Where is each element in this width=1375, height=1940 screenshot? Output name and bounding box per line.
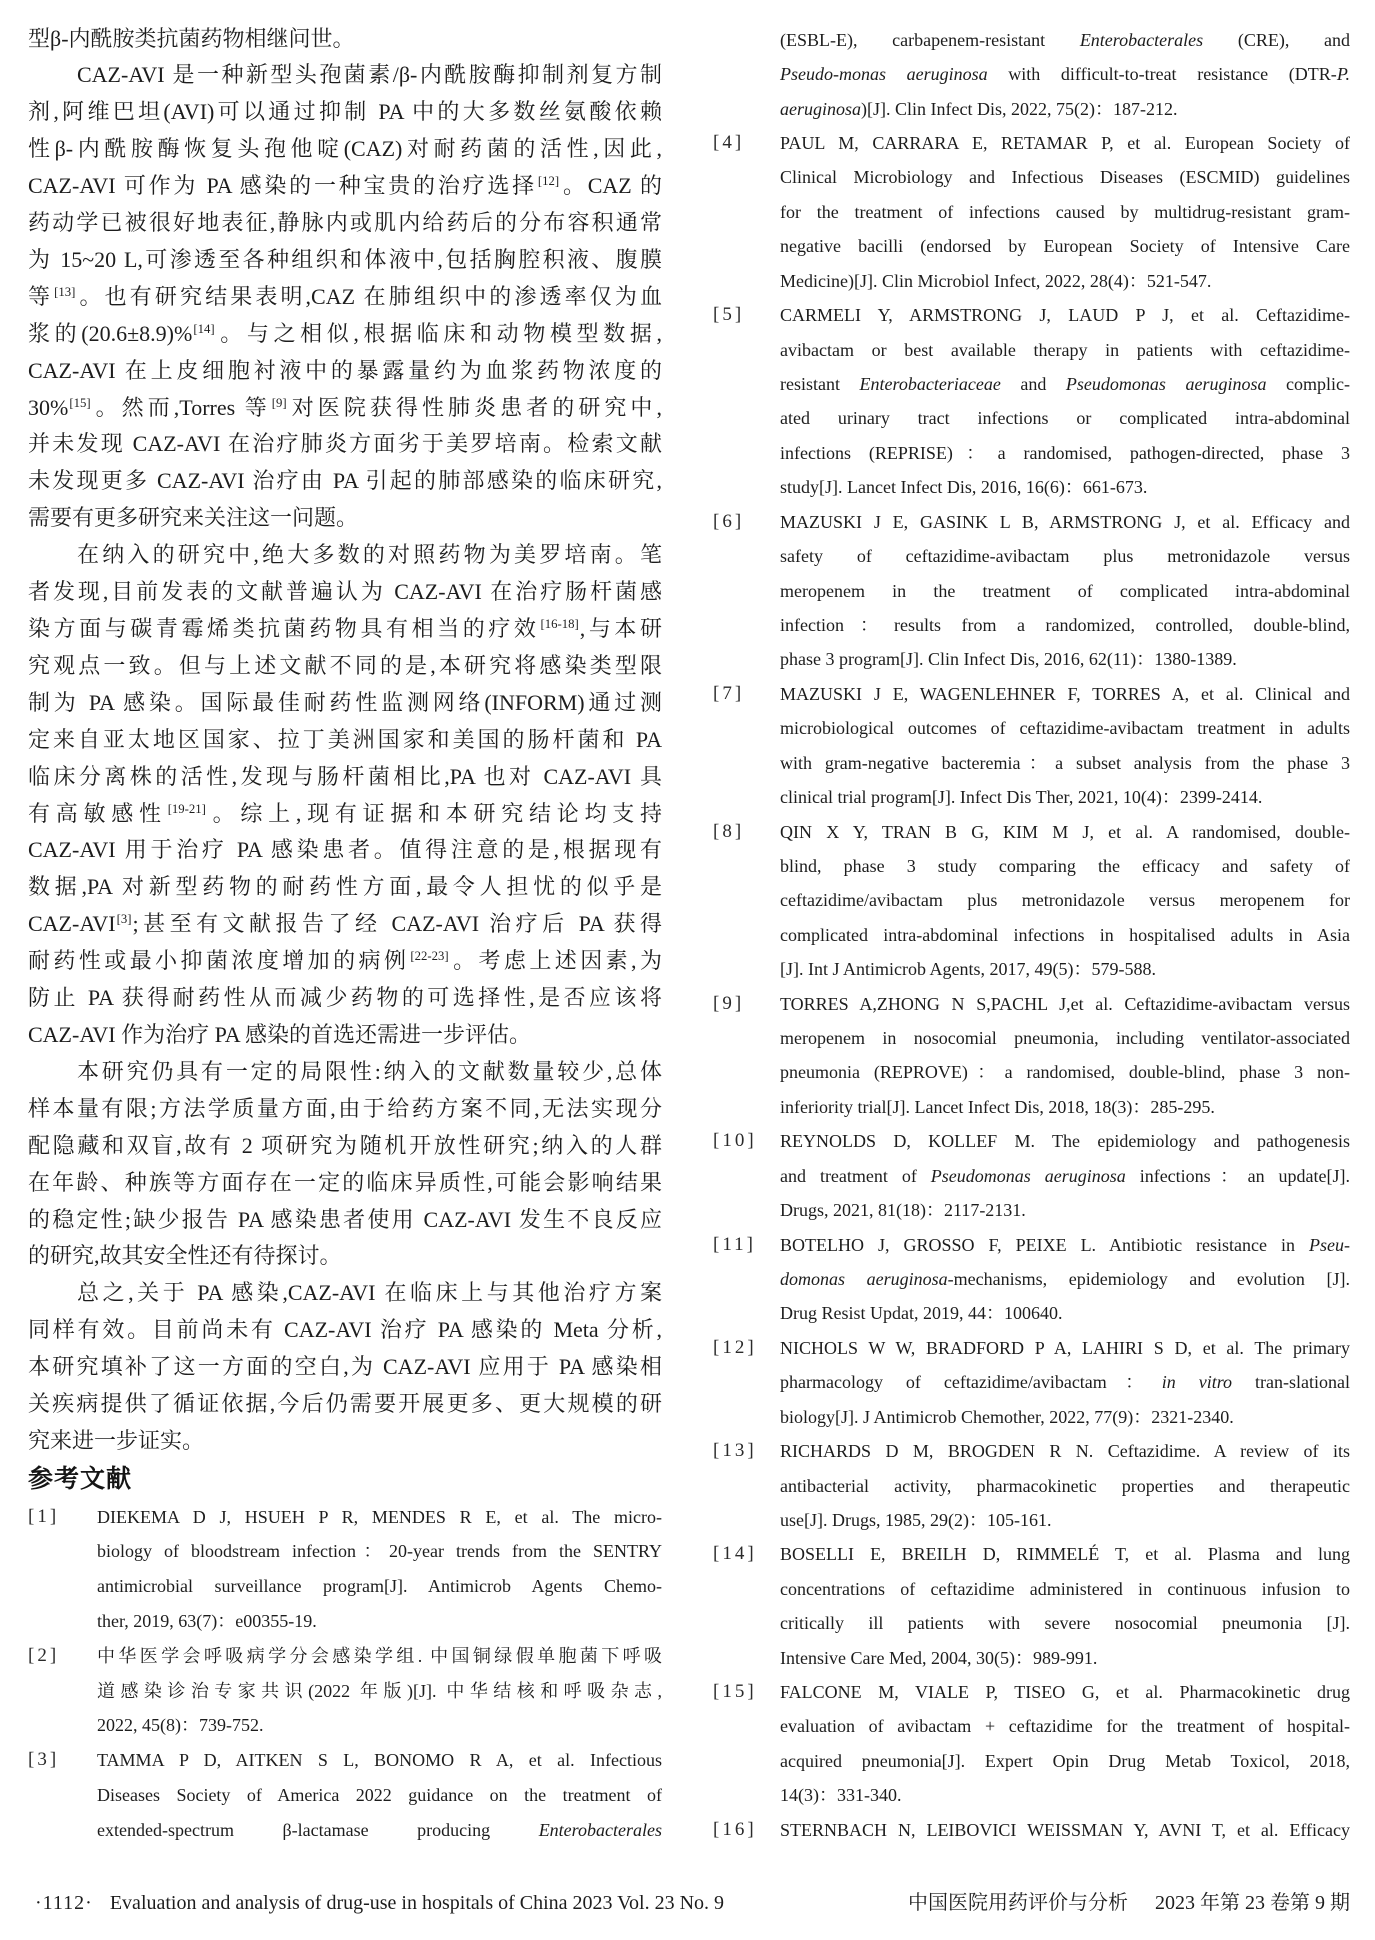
footer-left xyxy=(35,1888,724,1918)
reference-line: 道感染诊治专家共识(2022 年版)[J]. 中华结核和呼吸杂志, xyxy=(97,1680,662,1701)
text-run: ;甚至有文献报告了经 CAZ-AVI 治疗后 PA 获得 xyxy=(132,911,662,937)
reference-text xyxy=(780,126,1350,298)
text-run: pharmacology of ceftazidime/avibactam： xyxy=(780,1372,1162,1393)
reference-line xyxy=(780,57,1350,91)
reference-line: concentrations of ceftazidime administered in continuous infusion to xyxy=(780,1578,1350,1599)
reference-line: QIN X Y, TRAN B G, KIM M J, et al. A randomised, double- xyxy=(780,821,1350,842)
reference-text xyxy=(97,1500,662,1639)
text-line: 临床分离株的活性,发现与肠杆菌相比,PA 也对 CAZ-AVI 具 xyxy=(28,763,662,789)
text-line: CAZ-AVI 是一种新型头孢菌素/β-内酰胺酶抑制剂复方制 xyxy=(77,62,662,88)
reference-line: negative bacilli (endorsed by European Society of Intensive Care xyxy=(780,236,1350,257)
reference-line: inferiority trial[J]. Lancet Infect Dis, 2018, 18(3)：285-295. xyxy=(780,1096,1215,1117)
reference-text xyxy=(780,1537,1350,1675)
text-run: resistant xyxy=(780,374,860,395)
text-line: 配隐藏和双盲,故有 2 项研究为随机开放性研究;纳入的人群 xyxy=(28,1132,662,1158)
reference-line xyxy=(780,1159,1350,1193)
text-run: 。也有研究结果表明,CAZ 在肺组织中的渗透率仅为血 xyxy=(76,283,662,309)
reference-text xyxy=(780,23,1350,126)
text-run: tran-slational xyxy=(1232,1372,1350,1393)
reference-line: safety of ceftazidime-avibactam plus metronidazole versus xyxy=(780,546,1350,567)
text-line: 者发现,目前发表的文献普遍认为 CAZ-AVI 在治疗肠杆菌感 xyxy=(28,579,662,605)
text-line: 样本量有限;方法学质量方面,由于给药方案不同,无法实现分 xyxy=(28,1095,662,1121)
reference-line xyxy=(97,1813,662,1848)
reference-line: microbiological outcomes of ceftazidime-avibactam treatment in adults xyxy=(780,718,1350,739)
body-paragraph xyxy=(28,537,662,1054)
text-line: 剂,阿维巴坦(AVI)可以通过抑制 PA 中的大多数丝氨酸依赖 xyxy=(28,99,662,125)
reference-line: infections (REPRISE)：a randomised, pathogen-directed, phase 3 xyxy=(780,442,1350,463)
reference-line: biology[J]. J Antimicrob Chemother, 2022, 77(9)：2321-2340. xyxy=(780,1406,1234,1427)
text-line: 总之,关于 PA 感染,CAZ-AVI 在临床上与其他治疗方案 xyxy=(77,1280,662,1306)
text-line: 同样有效。目前尚未有 CAZ-AVI 治疗 PA 感染的 Meta 分析, xyxy=(28,1317,662,1343)
citation-superscript: [9] xyxy=(271,395,287,410)
text-run: 等 xyxy=(28,283,54,309)
reference-entry xyxy=(713,1228,1350,1331)
italic-term: Pseudomonas aeruginosa xyxy=(930,1165,1126,1186)
text-line: 在年龄、种族等方面存在一定的临床异质性,可能会影响结果 xyxy=(28,1169,662,1195)
reference-entry xyxy=(713,1813,1350,1847)
italic-term: Pseu- xyxy=(1309,1234,1350,1255)
reference-line: Drug Resist Updat, 2019, 44：100640. xyxy=(780,1303,1063,1324)
reference-line: biology of bloodstream infection：20-year trends from the SENTRY xyxy=(97,1541,662,1562)
reference-text xyxy=(780,1434,1350,1537)
text-line: 制为 PA 感染。国际最佳耐药性监测网络(INFORM)通过测 xyxy=(28,689,662,715)
reference-entry xyxy=(28,1639,662,1743)
text-line: 为 15~20 L,可渗透至各种组织和体液中,包括胸腔积液、腹膜 xyxy=(28,246,662,272)
reference-column-left xyxy=(28,1500,662,1848)
references-heading: 参考文献 xyxy=(28,1464,133,1493)
journal-title-chinese: 中国医院用药评价与分析 xyxy=(908,1892,1128,1914)
reference-line: 2022, 45(8)：739-752. xyxy=(97,1715,264,1736)
text-line xyxy=(28,316,662,353)
reference-line: RICHARDS D M, BROGDEN R N. Ceftazidime. A review of its xyxy=(780,1441,1350,1462)
reference-entry xyxy=(713,815,1350,987)
body-paragraph xyxy=(28,1054,662,1275)
reference-entry xyxy=(713,126,1350,298)
citation-superscript: [13] xyxy=(54,284,76,299)
reference-line: complicated intra-abdominal infections in hospitalised adults in Asia xyxy=(780,924,1350,945)
reference-text xyxy=(97,1743,662,1847)
reference-entry xyxy=(713,677,1350,815)
citation-superscript: [16-18] xyxy=(540,617,579,632)
reference-line: ther, 2019, 63(7)：e00355-19. xyxy=(97,1610,317,1631)
reference-text xyxy=(97,1639,662,1743)
reference-text xyxy=(780,1675,1350,1813)
reference-line: NICHOLS W W, BRADFORD P A, LAHIRI S D, et al. The primary xyxy=(780,1337,1350,1358)
reference-entry xyxy=(713,987,1350,1125)
text-run: 耐药性或最小抑菌浓度增加的病例 xyxy=(28,948,410,974)
citation-superscript: [15] xyxy=(69,395,91,410)
reference-line: DIEKEMA D J, HSUEH P R, MENDES R E, et al. The micro- xyxy=(97,1506,662,1527)
italic-term: domonas aeruginosa xyxy=(780,1268,948,1289)
reference-number: [7] xyxy=(713,682,745,704)
text-run: 。考虑上述因素,为 xyxy=(449,948,662,974)
reference-entry xyxy=(713,1434,1350,1537)
reference-entry xyxy=(28,1743,662,1847)
reference-entry xyxy=(713,23,1350,126)
body-paragraph xyxy=(28,1275,662,1460)
reference-line: critically ill patients with severe nosocomial pneumonia [J]. xyxy=(780,1613,1350,1634)
text-line: CAZ-AVI 用于治疗 PA 感染患者。值得注意的是,根据现有 xyxy=(28,837,662,863)
reference-entry xyxy=(713,1331,1350,1434)
text-run: CAZ-AVI 可作为 PA 感染的一种宝贵的治疗选择 xyxy=(28,173,537,199)
continued-paragraph xyxy=(28,21,662,58)
reference-number: [13] xyxy=(713,1440,757,1462)
text-line: 并未发现 CAZ-AVI 在治疗肺炎方面劣于美罗培南。检索文献 xyxy=(28,431,662,457)
text-line: 本研究填补了这一方面的空白,为 CAZ-AVI 应用于 PA 感染相 xyxy=(28,1354,662,1380)
reference-number: [2] xyxy=(28,1644,60,1666)
reference-line xyxy=(780,1262,1350,1296)
reference-line: STERNBACH N, LEIBOVICI WEISSMAN Y, AVNI T, et al. Efficacy xyxy=(780,1819,1350,1840)
reference-line: Intensive Care Med, 2004, 30(5)：989-991. xyxy=(780,1647,1098,1668)
text-run: infections：an update[J]. xyxy=(1125,1165,1350,1186)
text-run: and xyxy=(1000,374,1066,395)
text-run: and treatment of xyxy=(780,1165,931,1186)
reference-line: meropenem in nosocomial pneumonia, including ventilator-associated xyxy=(780,1028,1350,1049)
text-line: 型β-内酰胺类抗菌药物相继问世。 xyxy=(28,25,355,51)
citation-superscript: [14] xyxy=(193,321,215,336)
citation-superscript: [12] xyxy=(537,174,560,189)
text-line: 的稳定性;缺少报告 PA 感染患者使用 CAZ-AVI 发生不良反应 xyxy=(28,1206,662,1232)
text-run: extended-spectrum β-lactamase producing xyxy=(97,1819,539,1840)
reference-number: [6] xyxy=(713,510,745,532)
text-line: 的研究,故其安全性还有待探讨。 xyxy=(28,1243,342,1269)
text-run: (CRE), and xyxy=(1203,29,1351,50)
text-line: 本研究仍具有一定的局限性:纳入的文献数量较少,总体 xyxy=(77,1058,662,1084)
italic-term: Pseudo-monas aeruginosa xyxy=(780,64,988,85)
text-run: 浆的(20.6±8.9)% xyxy=(28,320,193,346)
text-run: 。综上,现有证据和本研究结论均支持 xyxy=(206,800,662,826)
reference-line xyxy=(780,23,1350,57)
reference-entry xyxy=(713,1675,1350,1813)
reference-column-right xyxy=(713,23,1350,1847)
reference-line: CARMELI Y, ARMSTRONG J, LAUD P J, et al. Ceftazidime- xyxy=(780,305,1350,326)
reference-line: Diseases Society of America 2022 guidance on the treatment of xyxy=(97,1784,662,1805)
reference-text xyxy=(780,1813,1350,1847)
text-run: )[J]. Clin Infect Dis, 2022, 75(2)：187-212. xyxy=(861,98,1178,119)
reference-number: [1] xyxy=(28,1505,60,1527)
italic-term: Pseudomonas aeruginosa xyxy=(1065,374,1267,395)
text-line xyxy=(28,168,662,205)
text-run: complic- xyxy=(1266,374,1350,395)
text-line: 数据,PA 对新型药物的耐药性方面,最令人担忧的似乎是 xyxy=(28,874,662,900)
reference-line: 中华医学会呼吸病学分会感染学组. 中国铜绿假单胞菌下呼吸 xyxy=(97,1645,662,1666)
text-line: 性β-内酰胺酶恢复头孢他啶(CAZ)对耐药菌的活性,因此, xyxy=(28,136,662,162)
reference-line xyxy=(780,92,1350,126)
text-run: 。然而,Torres 等 xyxy=(91,394,271,420)
reference-entry xyxy=(713,1124,1350,1227)
italic-term: aeruginosa xyxy=(780,98,861,119)
reference-number: [10] xyxy=(713,1130,757,1152)
reference-line xyxy=(780,1228,1350,1262)
reference-line: FALCONE M, VIALE P, TISEO G, et al. Pharmacokinetic drug xyxy=(780,1682,1350,1703)
text-line: 定来自亚太地区国家、拉丁美洲国家和美国的肠杆菌和 PA xyxy=(28,726,662,752)
text-run: BOTELHO J, GROSSO F, PEIXE L. Antibiotic resistance in xyxy=(780,1234,1310,1255)
reference-line: study[J]. Lancet Infect Dis, 2016, 16(6)：661-673. xyxy=(780,477,1148,498)
text-line: 防止 PA 获得耐药性从而减少药物的可选择性,是否应该将 xyxy=(28,985,662,1011)
italic-term: Enterobacteriaceae xyxy=(859,374,1001,395)
reference-line xyxy=(780,1365,1350,1399)
reference-line: phase 3 program[J]. Clin Infect Dis, 2016, 62(11)：1380-1389. xyxy=(780,649,1237,670)
reference-line: TAMMA P D, AITKEN S L, BONOMO R A, et al. Infectious xyxy=(97,1750,662,1771)
text-run: CAZ-AVI xyxy=(28,911,116,937)
reference-line: PAUL M, CARRARA E, RETAMAR P, et al. European Society of xyxy=(780,133,1350,154)
reference-text xyxy=(780,298,1350,505)
reference-line: blind, phase 3 study comparing the efficacy and safety of xyxy=(780,855,1350,876)
reference-text xyxy=(780,505,1350,677)
reference-text xyxy=(780,677,1350,815)
reference-text xyxy=(780,815,1350,987)
text-line: 在纳入的研究中,绝大多数的对照药物为美罗培南。笔 xyxy=(77,542,662,568)
text-run: ,与本研 xyxy=(579,616,662,641)
text-line xyxy=(28,943,662,980)
footer-right xyxy=(908,1888,1350,1918)
text-run: with difficult-to-treat resistance (DTR- xyxy=(987,64,1337,85)
reference-line: ceftazidime/avibactam plus metronidazole versus meropenem for xyxy=(780,890,1350,911)
reference-line xyxy=(780,367,1350,401)
text-run: 对医院获得性肺炎患者的研究中, xyxy=(287,394,662,420)
text-run: 染方面与碳青霉烯类抗菌药物具有相当的疗效 xyxy=(28,616,540,641)
text-line: 究来进一步证实。 xyxy=(28,1427,205,1453)
reference-line: MAZUSKI J E, WAGENLEHNER F, TORRES A, et al. Clinical and xyxy=(780,683,1350,704)
reference-number: [11] xyxy=(713,1233,756,1255)
text-run: -mechanisms, epidemiology and evolution [J]. xyxy=(947,1268,1350,1289)
italic-term: P. xyxy=(1336,64,1350,85)
reference-number: [8] xyxy=(713,820,745,842)
reference-number: [16] xyxy=(713,1818,757,1840)
text-run: 30% xyxy=(28,394,69,420)
text-line: CAZ-AVI 在上皮细胞衬液中的暴露量约为血浆药物浓度的 xyxy=(28,357,662,383)
text-run: (ESBL-E), carbapenem-resistant xyxy=(780,29,1080,50)
reference-entry xyxy=(713,1537,1350,1675)
reference-number: [9] xyxy=(713,992,745,1014)
reference-number: [4] xyxy=(713,132,745,154)
text-line xyxy=(28,906,662,943)
reference-number: [14] xyxy=(713,1543,757,1565)
text-line xyxy=(28,611,662,648)
reference-line: Drugs, 2021, 81(18)：2117-2131. xyxy=(780,1200,1026,1221)
citation-superscript: [3] xyxy=(116,912,132,927)
reference-text xyxy=(780,1331,1350,1434)
reference-line: antibacterial activity, pharmacokinetic properties and therapeutic xyxy=(780,1475,1350,1496)
reference-text xyxy=(780,987,1350,1125)
page-number: ·1112· xyxy=(35,1892,93,1914)
text-line: 关疾病提供了循证依据,今后仍需要开展更多、更大规模的研 xyxy=(28,1391,662,1417)
reference-line: avibactam or best available therapy in patients with ceftazidime- xyxy=(780,339,1350,360)
text-line: 究观点一致。但与上述文献不同的是,本研究将感染类型限 xyxy=(28,652,662,678)
reference-line: REYNOLDS D, KOLLEF M. The epidemiology and pathogenesis xyxy=(780,1131,1350,1152)
citation-superscript: [22-23] xyxy=(410,949,449,964)
reference-line: antimicrobial surveillance program[J]. Antimicrob Agents Chemo- xyxy=(97,1576,662,1597)
reference-number: [3] xyxy=(28,1749,60,1771)
reference-text xyxy=(780,1124,1350,1227)
citation-superscript: [19-21] xyxy=(167,801,206,816)
issue-info: 2023 年第 23 卷第 9 期 xyxy=(1155,1892,1350,1914)
reference-entry xyxy=(713,298,1350,505)
reference-line: MAZUSKI J E, GASINK L B, ARMSTRONG J, et al. Efficacy and xyxy=(780,511,1350,532)
text-line: 未发现更多 CAZ-AVI 治疗由 PA 引起的肺部感染的临床研究, xyxy=(28,468,662,494)
reference-line: infection：results from a randomized, controlled, double-blind, xyxy=(780,614,1350,635)
reference-number: [15] xyxy=(713,1681,757,1703)
reference-line: for the treatment of infections caused by multidrug-resistant gram- xyxy=(780,201,1350,222)
reference-entry xyxy=(28,1500,662,1639)
text-line: CAZ-AVI 作为治疗 PA 感染的首选还需进一步评估。 xyxy=(28,1021,531,1047)
reference-line: clinical trial program[J]. Infect Dis Ther, 2021, 10(4)：2399-2414. xyxy=(780,787,1263,808)
italic-term: in vitro xyxy=(1161,1372,1233,1393)
reference-line: evaluation of avibactam + ceftazidime for the treatment of hospital- xyxy=(780,1716,1350,1737)
reference-line: meropenem in the treatment of complicated intra-abdominal xyxy=(780,580,1350,601)
text-line: 需要有更多研究来关注这一问题。 xyxy=(28,505,359,531)
reference-line: use[J]. Drugs, 1985, 29(2)：105-161. xyxy=(780,1509,1052,1530)
reference-entry xyxy=(713,505,1350,677)
reference-line: ated urinary tract infections or complicated intra-abdominal xyxy=(780,408,1350,429)
text-line xyxy=(28,796,662,833)
reference-line: pneumonia (REPROVE)：a randomised, double-blind, phase 3 non- xyxy=(780,1062,1350,1083)
text-run: 有高敏感性 xyxy=(28,800,167,826)
reference-line: BOSELLI E, BREILH D, RIMMELÉ T, et al. Plasma and lung xyxy=(780,1544,1350,1565)
reference-number: [5] xyxy=(713,304,745,326)
reference-line: TORRES A,ZHONG N S,PACHL J,et al. Ceftazidime-avibactam versus xyxy=(780,993,1350,1014)
text-line xyxy=(28,390,662,427)
reference-number: [12] xyxy=(713,1336,757,1358)
reference-line: acquired pneumonia[J]. Expert Opin Drug Metab Toxicol, 2018, xyxy=(780,1750,1350,1771)
italic-term: Enterobacterales xyxy=(1079,29,1204,50)
italic-term: Enterobacterales xyxy=(538,1819,662,1840)
body-text xyxy=(28,21,662,1460)
text-run: 。CAZ 的 xyxy=(560,173,662,199)
text-line: 药动学已被很好地表征,静脉内或肌内给药后的分布容积通常 xyxy=(28,210,662,236)
journal-title-english: Evaluation and analysis of drug-use in hospitals of China 2023 Vol. 23 No. 9 xyxy=(109,1892,725,1914)
reference-line: [J]. Int J Antimicrob Agents, 2017, 49(5)：579-588. xyxy=(780,959,1156,980)
text-line xyxy=(28,279,662,316)
reference-line: Medicine)[J]. Clin Microbiol Infect, 2022, 28(4)：521-547. xyxy=(780,270,1212,291)
reference-line: with gram-negative bacteremia：a subset analysis from the phase 3 xyxy=(780,752,1350,773)
body-paragraph xyxy=(28,57,662,537)
reference-line: Clinical Microbiology and Infectious Diseases (ESCMID) guidelines xyxy=(780,167,1350,188)
text-run: 。与之相似,根据临床和动物模型数据, xyxy=(215,320,662,346)
reference-line: 14(3)：331-340. xyxy=(780,1785,902,1806)
reference-text xyxy=(780,1228,1350,1331)
